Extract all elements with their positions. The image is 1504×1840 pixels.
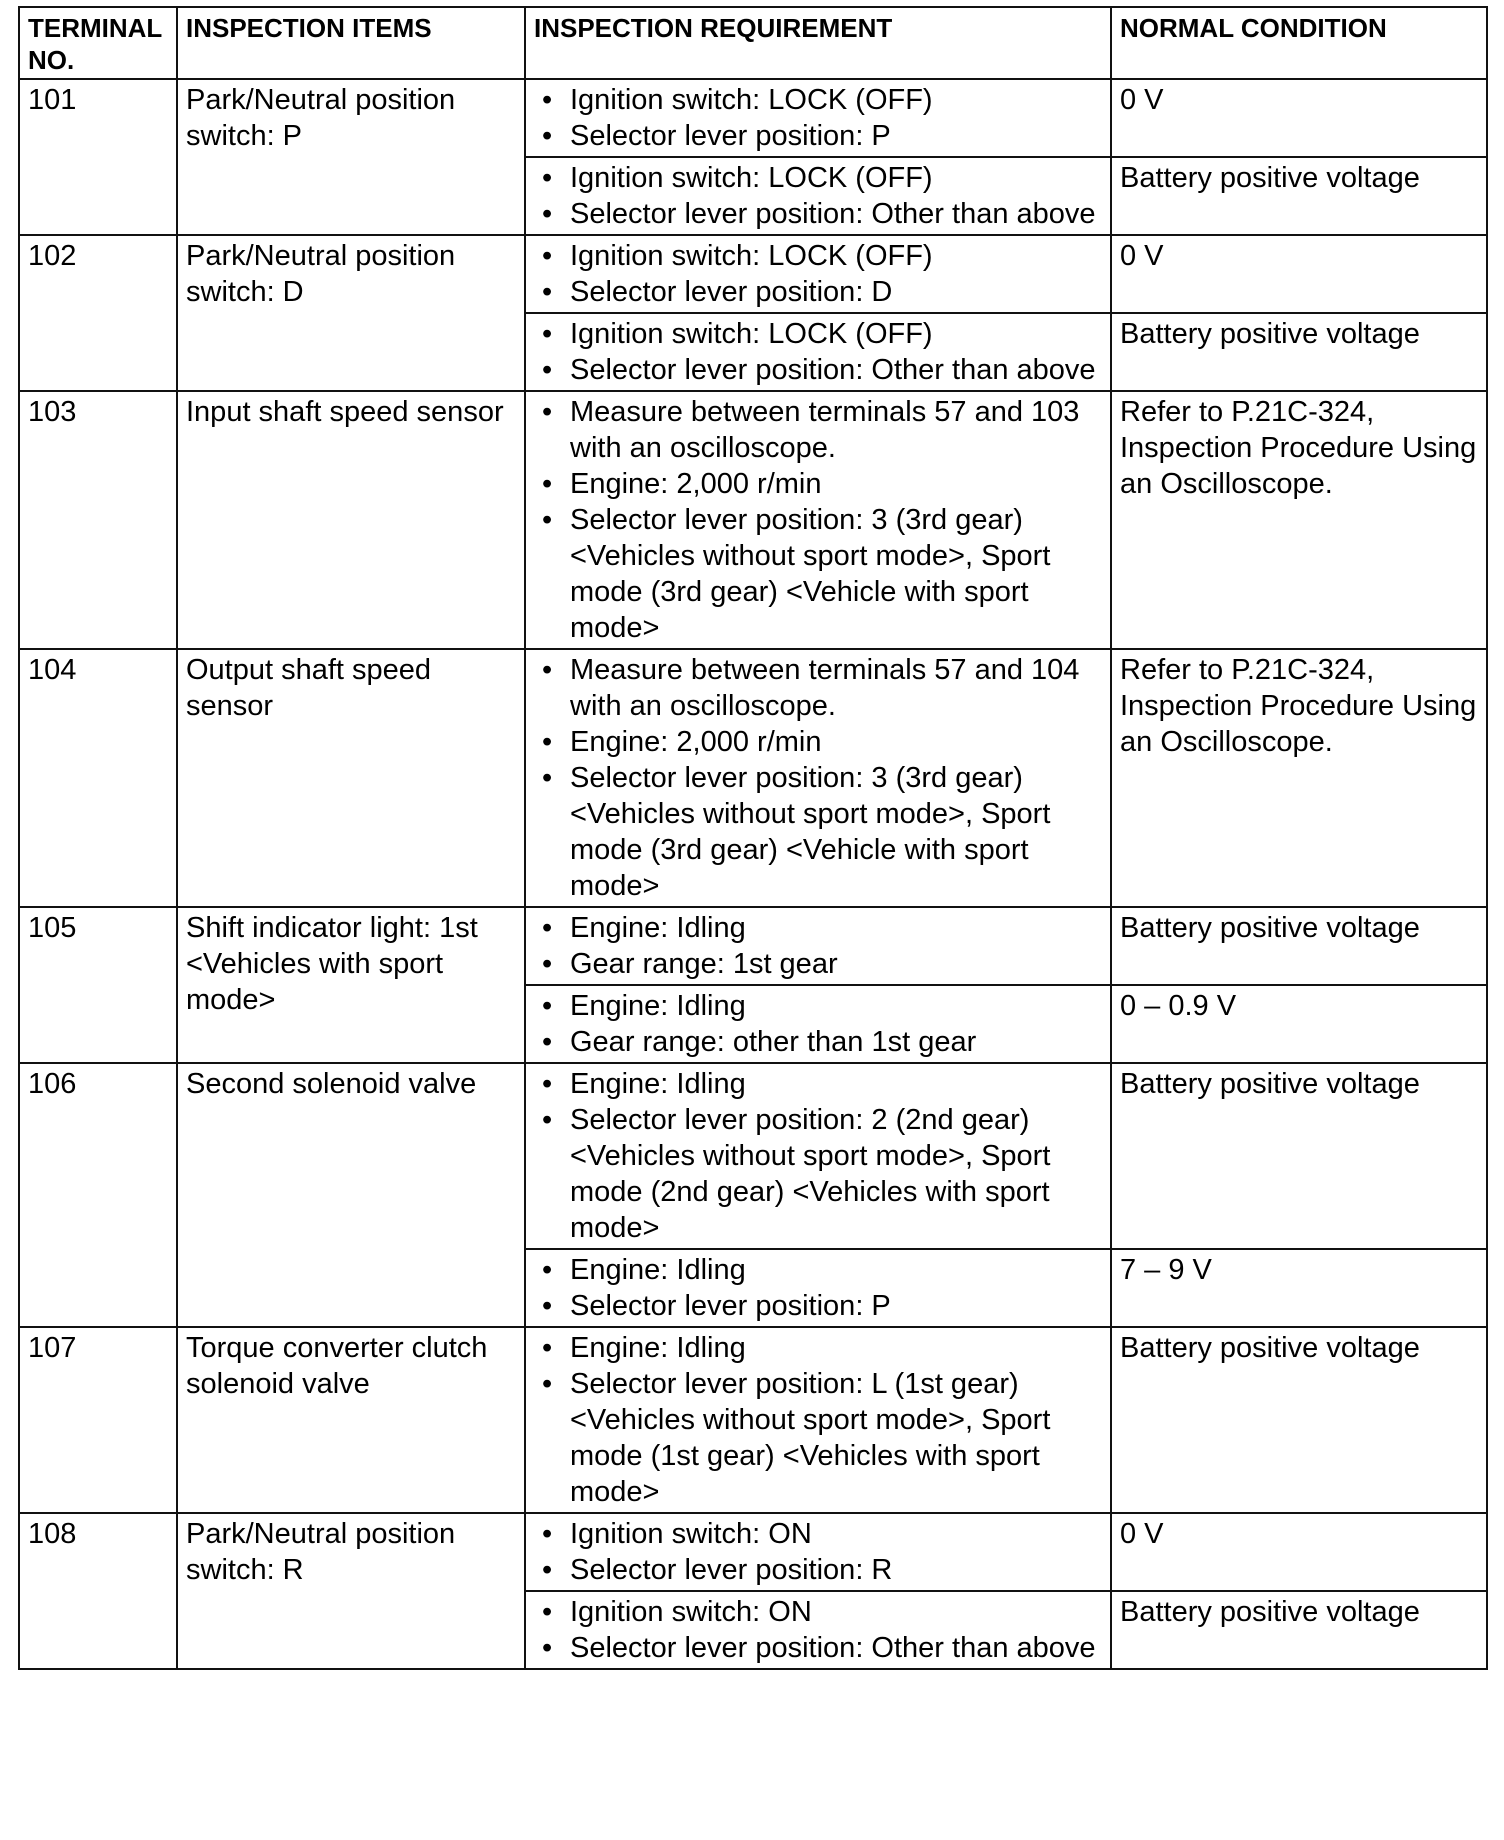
requirement-item: • Selector lever position: L (1st gear) <Vehicles without sport mode>, Sport mode (1st gear) <Vehicles with sport mode> [534, 1366, 1102, 1510]
requirement-item: • Ignition switch: LOCK (OFF) [534, 238, 1102, 274]
terminal-inspection-table [18, 6, 1488, 1670]
header-normal-condition: NORMAL CONDITION [1111, 7, 1487, 79]
inspection-item: Second solenoid valve [177, 1063, 525, 1327]
normal-condition: 0 V [1111, 1513, 1487, 1591]
header-row [19, 7, 1487, 79]
normal-condition: Battery positive voltage [1111, 313, 1487, 391]
requirement-item: • Engine: 2,000 r/min [534, 724, 1102, 760]
requirement-list [534, 1516, 1102, 1588]
inspection-requirement-cell [525, 391, 1111, 649]
normal-condition: Refer to P.21C-324, Inspection Procedure Using an Oscilloscope. [1111, 649, 1487, 907]
requirement-item: • Engine: Idling [534, 1252, 1102, 1288]
table-row [19, 1327, 1487, 1513]
normal-condition: Refer to P.21C-324, Inspection Procedure Using an Oscilloscope. [1111, 391, 1487, 649]
requirement-item: • Ignition switch: LOCK (OFF) [534, 160, 1102, 196]
terminal-number: 107 [19, 1327, 177, 1513]
requirement-list [534, 316, 1102, 388]
requirement-item: • Selector lever position: Other than above [534, 196, 1102, 232]
table-row [19, 1513, 1487, 1591]
terminal-number: 103 [19, 391, 177, 649]
requirement-item: • Selector lever position: P [534, 1288, 1102, 1324]
requirement-item: • Ignition switch: ON [534, 1594, 1102, 1630]
inspection-requirement-cell [525, 1249, 1111, 1327]
requirement-item: • Selector lever position: Other than above [534, 352, 1102, 388]
inspection-requirement-cell [525, 1327, 1111, 1513]
inspection-item: Torque converter clutch solenoid valve [177, 1327, 525, 1513]
requirement-list [534, 988, 1102, 1060]
requirement-list [534, 652, 1102, 904]
table-row [19, 1063, 1487, 1249]
requirement-item: • Gear range: 1st gear [534, 946, 1102, 982]
normal-condition: Battery positive voltage [1111, 1063, 1487, 1249]
table-header [19, 7, 1487, 79]
inspection-requirement-cell [525, 235, 1111, 313]
normal-condition: Battery positive voltage [1111, 907, 1487, 985]
header-inspection-items: INSPECTION ITEMS [177, 7, 525, 79]
normal-condition: Battery positive voltage [1111, 157, 1487, 235]
terminal-number: 106 [19, 1063, 177, 1327]
normal-condition: 0 V [1111, 235, 1487, 313]
inspection-requirement-cell [525, 907, 1111, 985]
table-row [19, 79, 1487, 157]
table-row [19, 391, 1487, 649]
inspection-requirement-cell [525, 313, 1111, 391]
requirement-item: • Engine: Idling [534, 910, 1102, 946]
requirement-list [534, 394, 1102, 646]
inspection-item: Output shaft speed sensor [177, 649, 525, 907]
inspection-item: Park/Neutral position switch: P [177, 79, 525, 235]
inspection-item: Input shaft speed sensor [177, 391, 525, 649]
inspection-item: Park/Neutral position switch: R [177, 1513, 525, 1669]
inspection-item: Shift indicator light: 1st <Vehicles with sport mode> [177, 907, 525, 1063]
requirement-item: • Selector lever position: Other than above [534, 1630, 1102, 1666]
requirement-item: • Selector lever position: 3 (3rd gear) <Vehicles without sport mode>, Sport mode (3rd gear) <Vehicle with sport mode> [534, 502, 1102, 646]
normal-condition: 0 – 0.9 V [1111, 985, 1487, 1063]
requirement-item: • Engine: Idling [534, 1330, 1102, 1366]
table-row [19, 235, 1487, 313]
normal-condition: Battery positive voltage [1111, 1591, 1487, 1669]
requirement-item: • Selector lever position: D [534, 274, 1102, 310]
header-terminal-no: TERMINAL NO. [19, 7, 177, 79]
requirement-list [534, 1594, 1102, 1666]
requirement-item: • Ignition switch: LOCK (OFF) [534, 82, 1102, 118]
terminal-number: 102 [19, 235, 177, 391]
inspection-requirement-cell [525, 79, 1111, 157]
requirement-item: • Selector lever position: 2 (2nd gear) <Vehicles without sport mode>, Sport mode (2nd gear) <Vehicles with sport mode> [534, 1102, 1102, 1246]
requirement-list [534, 1066, 1102, 1246]
requirement-list [534, 910, 1102, 982]
inspection-requirement-cell [525, 1513, 1111, 1591]
terminal-number: 101 [19, 79, 177, 235]
requirement-item: • Engine: Idling [534, 1066, 1102, 1102]
requirement-list [534, 1330, 1102, 1510]
requirement-item: • Measure between terminals 57 and 104 with an oscilloscope. [534, 652, 1102, 724]
requirement-list [534, 1252, 1102, 1324]
normal-condition: 0 V [1111, 79, 1487, 157]
terminal-number: 108 [19, 1513, 177, 1669]
requirement-list [534, 238, 1102, 310]
requirement-item: • Selector lever position: R [534, 1552, 1102, 1588]
requirement-list [534, 160, 1102, 232]
normal-condition: Battery positive voltage [1111, 1327, 1487, 1513]
table-body [19, 79, 1487, 1669]
terminal-number: 105 [19, 907, 177, 1063]
header-inspection-requirement: INSPECTION REQUIREMENT [525, 7, 1111, 79]
inspection-requirement-cell [525, 1063, 1111, 1249]
inspection-requirement-cell [525, 985, 1111, 1063]
requirement-item: • Selector lever position: 3 (3rd gear) <Vehicles without sport mode>, Sport mode (3rd gear) <Vehicle with sport mode> [534, 760, 1102, 904]
inspection-item: Park/Neutral position switch: D [177, 235, 525, 391]
inspection-requirement-cell [525, 649, 1111, 907]
terminal-number: 104 [19, 649, 177, 907]
table-row [19, 907, 1487, 985]
requirement-item: • Measure between terminals 57 and 103 with an oscilloscope. [534, 394, 1102, 466]
requirement-item: • Engine: 2,000 r/min [534, 466, 1102, 502]
table-row [19, 649, 1487, 907]
requirement-item: • Engine: Idling [534, 988, 1102, 1024]
inspection-requirement-cell [525, 1591, 1111, 1669]
inspection-requirement-cell [525, 157, 1111, 235]
requirement-item: • Ignition switch: ON [534, 1516, 1102, 1552]
requirement-item: • Selector lever position: P [534, 118, 1102, 154]
normal-condition: 7 – 9 V [1111, 1249, 1487, 1327]
requirement-item: • Ignition switch: LOCK (OFF) [534, 316, 1102, 352]
requirement-item: • Gear range: other than 1st gear [534, 1024, 1102, 1060]
requirement-list [534, 82, 1102, 154]
